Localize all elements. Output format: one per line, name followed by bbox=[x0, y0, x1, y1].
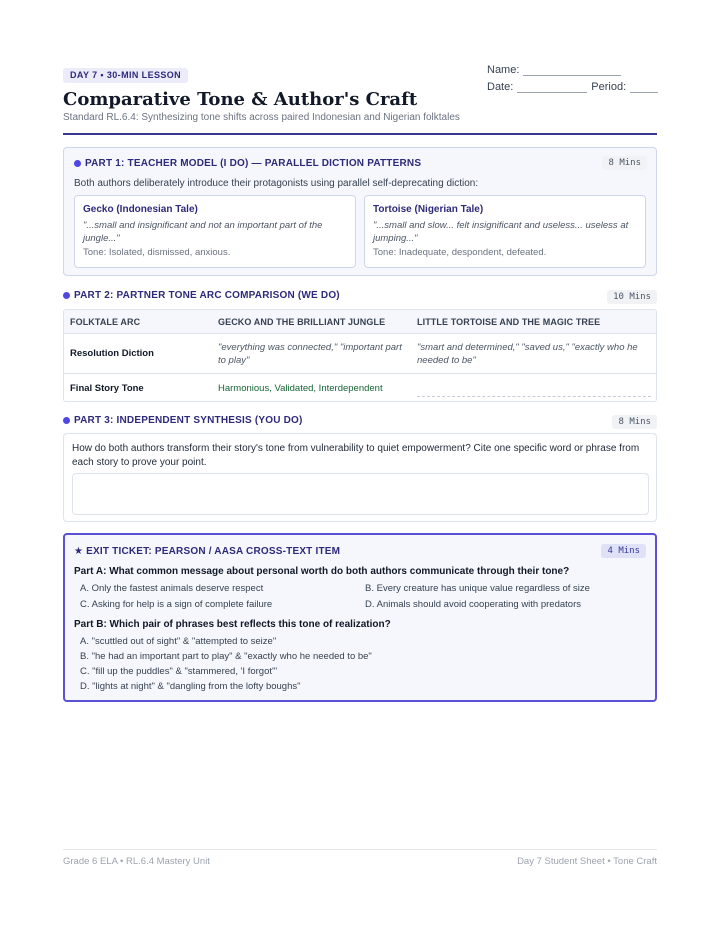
part1-intro: Both authors deliberately introduce their protagonists using parallel self-deprecating diction: bbox=[74, 178, 479, 189]
gecko-cell: "everything was connected," "important part to play" bbox=[218, 341, 402, 366]
tortoise-cell: "smart and determined," "saved us," "exactly who he needed to be" bbox=[417, 341, 638, 366]
part3-time-badge: 8 Mins bbox=[612, 415, 657, 429]
answer-blank-line bbox=[417, 396, 651, 397]
exit-title bbox=[74, 546, 340, 557]
column-header: GECKO AND THE BRILLIANT JUNGLE bbox=[218, 316, 386, 327]
date-blank[interactable] bbox=[517, 83, 587, 93]
table-header-row bbox=[64, 310, 656, 334]
part3-header bbox=[63, 415, 657, 429]
bullet-dot-icon bbox=[63, 292, 70, 299]
part-a-question: Part A: What common message about personal worth do both authors communicate through their tone? bbox=[74, 566, 570, 577]
part2-time-badge: 10 Mins bbox=[607, 290, 657, 304]
bullet-dot-icon bbox=[63, 417, 70, 424]
answer-option[interactable]: A. Only the fastest animals deserve respect bbox=[80, 583, 264, 594]
answer-option[interactable]: C. Asking for help is a sign of complete failure bbox=[80, 599, 273, 610]
part3-prompt: How do both authors transform their story's tone from vulnerability to quiet empowerment? Cite one specific word or phrase from each story to prove your point. bbox=[72, 443, 640, 468]
row-label: Final Story Tone bbox=[70, 382, 144, 394]
tortoise-blank-cell[interactable] bbox=[417, 374, 653, 402]
column-header: LITTLE TORTOISE AND THE MAGIC TREE bbox=[417, 316, 601, 327]
part3-title bbox=[63, 415, 657, 426]
answer-option[interactable]: D. "lights at night" & "dangling from the lofty boughs" bbox=[80, 681, 301, 692]
answer-option[interactable]: B. "he had an important part to play" & "exactly who he needed to be" bbox=[80, 651, 372, 662]
answer-option[interactable]: B. Every creature has unique value regardless of size bbox=[365, 583, 590, 594]
exit-time-badge: 4 Mins bbox=[601, 544, 646, 558]
part1-title bbox=[74, 158, 421, 169]
card-tone: Tone: Inadequate, despondent, defeated. bbox=[373, 247, 547, 258]
part1-section bbox=[63, 147, 657, 276]
footer-left-text: Grade 6 ELA • RL.6.4 Mastery Unit bbox=[63, 856, 210, 867]
gecko-cell: Harmonious, Validated, Interdependent bbox=[218, 382, 383, 394]
card-tone: Tone: Isolated, dismissed, anxious. bbox=[83, 247, 231, 258]
name-label: Name: bbox=[487, 64, 520, 76]
answer-option[interactable]: C. "fill up the puddles" & "stammered, 'I forgot'" bbox=[80, 666, 278, 677]
day-badge: DAY 7 • 30-MIN LESSON bbox=[63, 68, 188, 83]
response-box[interactable] bbox=[72, 473, 649, 515]
row-label: Resolution Diction bbox=[70, 348, 154, 359]
part3-section bbox=[63, 433, 657, 522]
part-b-question: Part B: Which pair of phrases best reflects this tone of realization? bbox=[74, 619, 391, 630]
card-heading: Gecko (Indonesian Tale) bbox=[83, 204, 198, 215]
part2-title-text: PART 2: PARTNER TONE ARC COMPARISON (WE DO) bbox=[74, 290, 340, 301]
exit-ticket bbox=[63, 533, 657, 702]
exit-title-text: EXIT TICKET: PEARSON / AASA CROSS-TEXT ITEM bbox=[86, 546, 341, 557]
header-divider bbox=[63, 133, 657, 135]
footer-divider bbox=[63, 849, 657, 850]
part2-header bbox=[63, 290, 657, 304]
card-heading: Tortoise (Nigerian Tale) bbox=[373, 204, 484, 215]
page-title: Comparative Tone & Author's Craft bbox=[63, 89, 418, 110]
name-field bbox=[487, 64, 621, 76]
table-row bbox=[64, 374, 656, 402]
gecko-card bbox=[74, 195, 356, 268]
date-period-field bbox=[487, 81, 658, 93]
footer-right-text: Day 7 Student Sheet • Tone Craft bbox=[517, 856, 657, 867]
tone-arc-table bbox=[63, 309, 657, 402]
part2-title bbox=[63, 290, 657, 301]
table-row bbox=[64, 334, 656, 374]
part3-title-text: PART 3: INDEPENDENT SYNTHESIS (YOU DO) bbox=[74, 415, 303, 426]
card-quote: "...small and slow... felt insignificant and useless... useless at jumping..." bbox=[373, 220, 629, 244]
page-subtitle: Standard RL.6.4: Synthesizing tone shifts across paired Indonesian and Nigerian folktales bbox=[63, 112, 460, 123]
column-header: FOLKTALE ARC bbox=[70, 316, 141, 327]
period-blank[interactable] bbox=[630, 83, 658, 93]
worksheet-page bbox=[63, 0, 657, 932]
name-blank[interactable] bbox=[523, 66, 621, 76]
part1-title-text: PART 1: TEACHER MODEL (I DO) — PARALLEL DICTION PATTERNS bbox=[85, 158, 422, 169]
tortoise-card bbox=[364, 195, 646, 268]
date-label: Date: bbox=[487, 81, 514, 93]
star-icon: ★ bbox=[74, 546, 84, 557]
card-quote: "...small and insignificant and not an important part of the jungle..." bbox=[83, 220, 323, 244]
answer-option[interactable]: A. "scuttled out of sight" & "attempted to seize" bbox=[80, 636, 277, 647]
part1-time-badge: 8 Mins bbox=[602, 156, 647, 170]
period-label: Period: bbox=[591, 81, 627, 93]
answer-option[interactable]: D. Animals should avoid cooperating with predators bbox=[365, 599, 581, 610]
bullet-dot-icon bbox=[74, 160, 81, 167]
